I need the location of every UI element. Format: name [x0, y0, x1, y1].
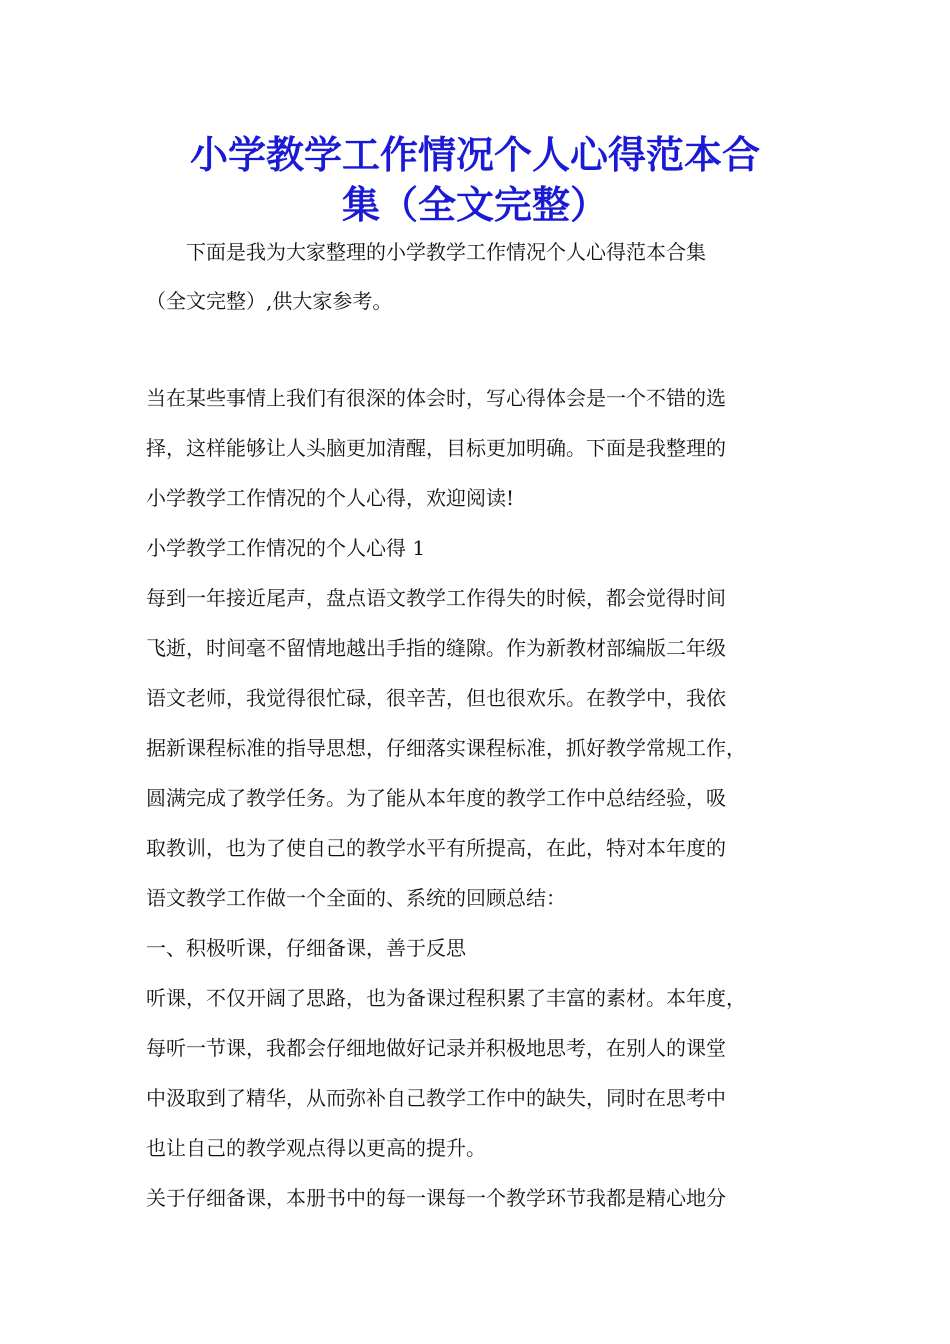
body-line: 每到一年接近尾声，盘点语文教学工作得失的时候，都会觉得时间	[146, 586, 726, 610]
body-line: 小学教学工作情况的个人心得，欢迎阅读!	[146, 486, 515, 510]
intro-line-2: （全文完整）,供大家参考。	[146, 289, 393, 313]
body-line: 据新课程标准的指导思想，仔细落实课程标准，抓好教学常规工作，	[146, 736, 746, 760]
body-line: 每听一节课，我都会仔细地做好记录并积极地思考，在别人的课堂	[146, 1036, 726, 1060]
body-line: 语文教学工作做一个全面的、系统的回顾总结：	[146, 886, 566, 910]
body-line: 飞逝，时间毫不留情地越出手指的缝隙。作为新教材部编版二年级	[146, 636, 726, 660]
body-line: 语文老师，我觉得很忙碌，很辛苦，但也很欢乐。在教学中，我依	[146, 686, 726, 710]
body-line: 取教训，也为了使自己的教学水平有所提高，在此，特对本年度的	[146, 836, 726, 860]
body-line: 关于仔细备课，本册书中的每一课每一个教学环节我都是精心地分	[146, 1186, 726, 1210]
body-line: 也让自己的教学观点得以更高的提升。	[146, 1136, 486, 1160]
document-title-line-1: 小学教学工作情况个人心得范本合	[189, 132, 760, 177]
body-line: 圆满完成了教学任务。为了能从本年度的教学工作中总结经验，吸	[146, 786, 726, 810]
subsection-heading: 一、积极听课，仔细备课，善于反思	[146, 936, 466, 960]
body-line: 择，这样能够让人头脑更加清醒，目标更加明确。下面是我整理的	[146, 436, 726, 460]
section-heading: 小学教学工作情况的个人心得 1	[146, 536, 426, 560]
body-line: 听课，不仅开阔了思路，也为备课过程积累了丰富的素材。本年度，	[146, 986, 746, 1010]
body-line: 当在某些事情上我们有很深的体会时，写心得体会是一个不错的选	[146, 386, 726, 410]
document-title-line-2: 集（全文完整）	[341, 182, 608, 227]
body-line: 中汲取到了精华，从而弥补自己教学工作中的缺失，同时在思考中	[146, 1086, 726, 1110]
intro-line-1: 下面是我为大家整理的小学教学工作情况个人心得范本合集	[146, 240, 706, 264]
